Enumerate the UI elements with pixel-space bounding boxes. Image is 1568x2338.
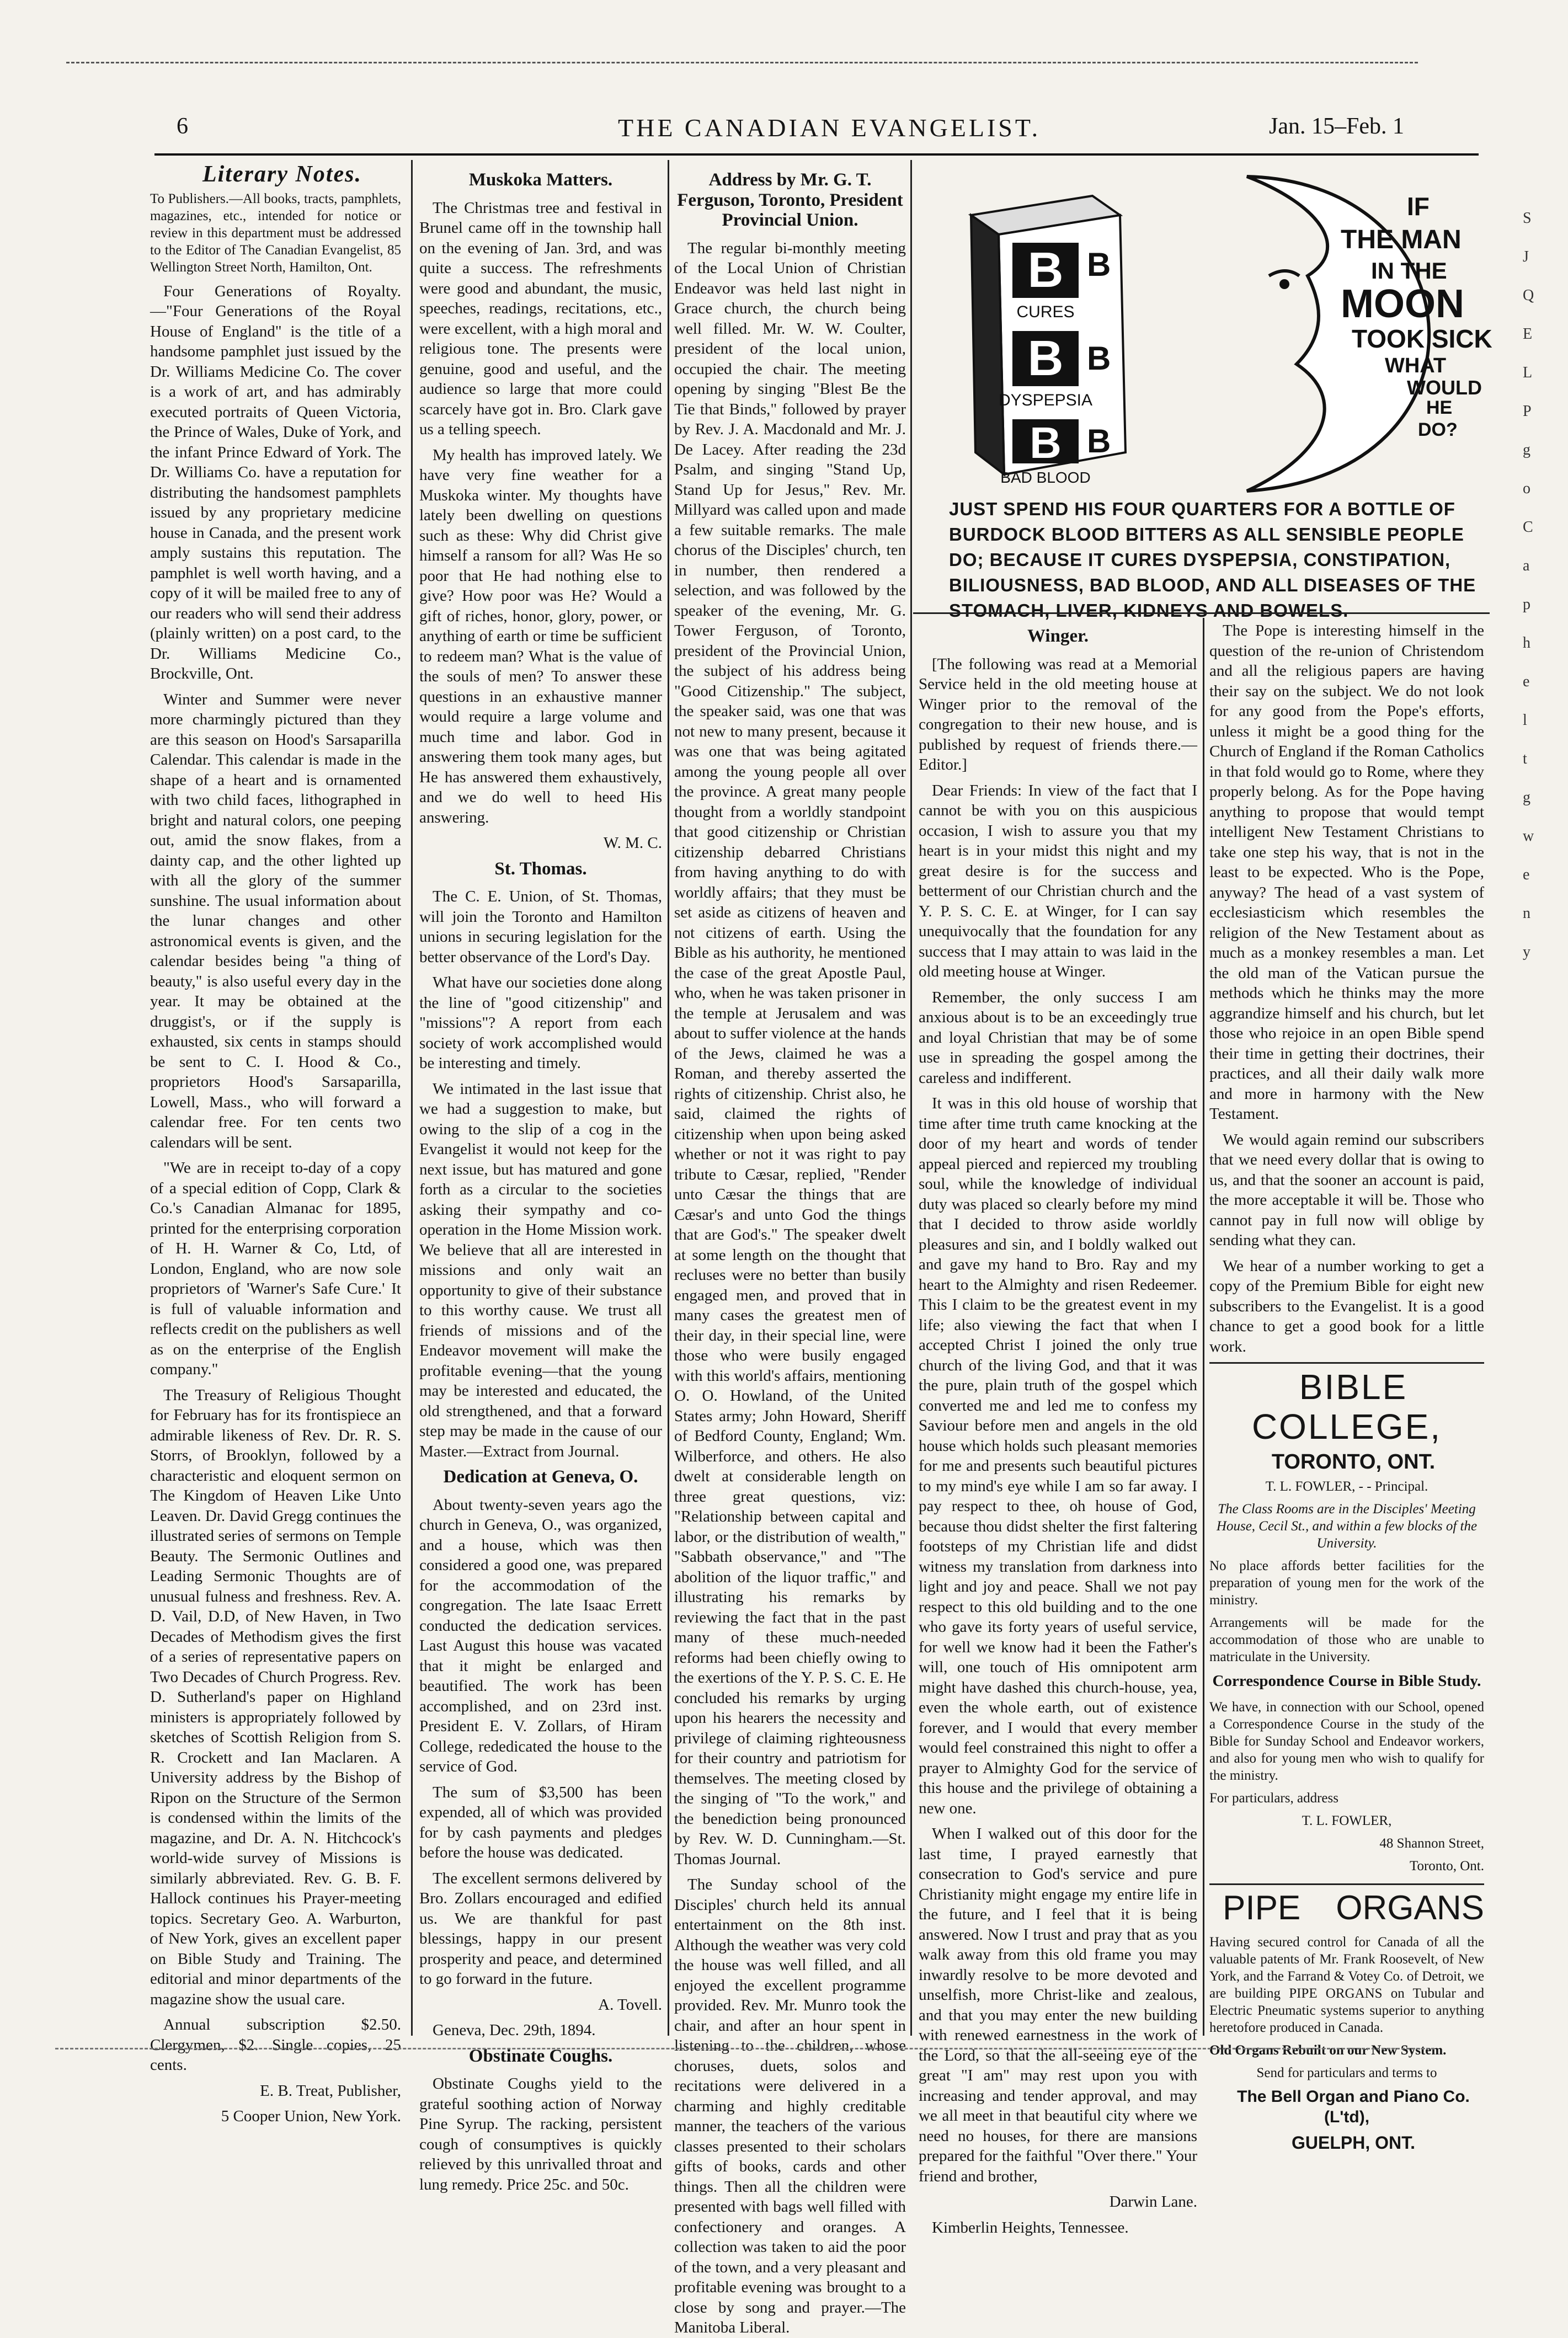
bottle-label-dyspepsia: DYSPEPSIA xyxy=(998,391,1093,409)
margin-glyph: g xyxy=(1523,789,1530,806)
paragraph-premium-bible: We hear of a number working to get a copy of the Premium Bible for eight new subscribers to the Evangelist. It is a good chance to get a good book for a little work. xyxy=(1209,1257,1484,1355)
paragraph-pope: The Pope is interesting himself in the question of the re-union of Christendom and all the religious papers are having their say on the subject. We do not look for any good from the Pope's efforts, unless it might be a good thing for the Church of England if the Roman Catholics in that fold would go to Rome, where they properly belong. As for the Pope having anything to propose that would tempt intelligent New Testament Christians to take one step his way, that is not in the least to be expected. Who is the Pope, anyway? The head of a vast system of ecclesiasticism which resembles the religion of the New Testament about as much as a monkey resembles a man. Let the old man of the Vatican pursue the methods which he thinks may the more aggrandize himself and his church, but let those who rejoice in an open Bible spend their time in getting their doctrines, their practices, and all their daily walk more and more in harmony with the New Testament. xyxy=(1209,622,1484,1123)
page-number: 6 xyxy=(177,114,188,139)
subscription-info: Annual subscription $2.50. Clergymen, $2. Single copies, 25 cents. xyxy=(150,2016,401,2074)
moon-line: WOULD xyxy=(1407,376,1482,399)
column-literary-notes xyxy=(150,162,401,2125)
column-muskoka xyxy=(419,164,662,2193)
svg-text:B: B xyxy=(1087,246,1111,283)
header-rule xyxy=(154,153,1479,156)
ad-bottom-rule xyxy=(913,612,1490,614)
ad-pipe-organs xyxy=(1209,1888,1484,2153)
bible-college-text: No place affords better facilities for the preparation of young men for the work of the ministry. xyxy=(1209,1558,1484,1608)
section-heading-literary-notes: Literary Notes. xyxy=(202,162,362,187)
margin-glyph: a xyxy=(1523,557,1530,574)
issue-date: Jan. 15–Feb. 1 xyxy=(1269,114,1404,139)
margin-glyph: Q xyxy=(1523,287,1534,304)
paragraph-subscribers: We would again remind our subscribers that we need every dollar that is owing to us, and that the sooner an account is paid, the more acceptable it will be. Those who cannot pay in full now will oblige by sending what they can. xyxy=(1209,1130,1484,1249)
paragraph: The excellent sermons delivered by Bro. Zollars encouraged and edified us. We are thankful for past blessings, happy in our present prosperity and peace, and determined to go forward in the future. xyxy=(419,1869,662,1988)
svg-text:B: B xyxy=(1087,423,1111,460)
article-canadian-almanac: "We are in receipt to-day of a copy of a special edition of Copp, Clark & Co.'s Canadian Almanac for 1895, printed for the enterprising corporation of H. H. Warner & Co, Ltd, of London, England, who are now sole proprietors of 'Warner's Safe Cure.' It is full of valuable information and reflects credit on the publishers as well as on the enterprise of the English company." xyxy=(150,1159,401,1378)
signature-location: Kimberlin Heights, Tennessee. xyxy=(932,2218,1129,2236)
bible-college-title: BIBLE COLLEGE, xyxy=(1251,1367,1442,1446)
bottle-label-cures: CURES xyxy=(1016,303,1075,321)
ad-caption: JUST SPEND HIS FOUR QUARTERS FOR A BOTTLE OF BURDOCK BLOOD BITTERS AS ALL SENSIBLE PEOPLE DO; BECAUSE IT CURES DYSPEPSIA, CONSTIPATION, BILIOUSNESS, BAD BLOOD, AND ALL DISEASES OF THE STOMACH, LIVER, KIDNEYS AND BOWELS. xyxy=(949,499,1476,621)
moon-line: DO? xyxy=(1418,419,1458,440)
pipe-word: PIPE xyxy=(1223,1889,1301,1927)
paragraph: My health has improved lately. We have very fine weather for a Muskoka winter. My thoughts have lately been dwelling on questions such as these: Why did Christ give himself a ransom for all? Was He so poor that He had nothing else to give? How poor was He? Would a gift of riches, honor, glory, power, or anything of earth or time be sufficient to redeem man? What is the value of the souls of men? To answer these questions in an exhaustive manner would require a large volume and much time and labor. God in answering them took many ages, but He has answered them exhaustively, and we do well to heed His answering. xyxy=(419,446,662,826)
contact-city: Toronto, Ont. xyxy=(1409,1859,1484,1873)
svg-text:B: B xyxy=(1027,243,1064,298)
paragraph: It was in this old house of worship that time after time truth came knocking at the door of my heart and words of tender appeal pierced and repierced my troubling soul, while the knowledge of individual duty was placed so clearly before my mind that I decided to throw aside worldly pleasures and sin, and I boldly walked out and gave my hand to Bro. Ray and my heart to the Almighty and risen Redeemer. This I claim to be the greatest event in my life; also viewing the fact that when I accepted Christ I joined the only true church of the living God, and that it was the pure, plain truth of the gospel which converted me and led me to confess my Saviour before men and angels in the old house which holds such pleasant memories for me and presents such beautiful pictures to my mind's eye while I am so far away. I pay respect to thee, oh house of God, because thou didst shelter the first faltering footsteps of my Christian life and didst witness my translation from darkness into light and joy and peace. Shall we not pay respect to this old building and to the one who gave its forty years of useful service, for well we know had it been the Father's will, one touch of His omnipotent arm might have dashed this church-house, yea, even the whole earth, out of existence forever, and I would that every member would feel constrained this night to offer a prayer to Almighty God for the service of this house and the privilege of obtaining a new one. xyxy=(919,1095,1197,1817)
column-winger xyxy=(919,621,1197,2236)
correspondence-course-title: Correspondence Course in Bible Study. xyxy=(1212,1672,1481,1690)
margin-glyph: L xyxy=(1523,364,1533,381)
margin-glyph: p xyxy=(1523,596,1530,613)
bible-college-note: The Class Rooms are in the Disciples' Meeting House, Cecil St., and within a few blocks of the University. xyxy=(1216,1501,1478,1551)
correspondence-course-text: For particulars, address xyxy=(1209,1791,1338,1806)
paragraph: The regular bi-monthly meeting of the Local Union of Christian Endeavor was held last night in Grace church, the church being well filled. Mr. W. W. Coulter, president of the local union, occupied the chair. The meeting opening by singing "Blest Be the Tie that Binds," followed by prayer by Rev. J. A. Macdonald and Mr. J. De Lacey. After reading the 23d Psalm, and singing "Stand Up, Stand Up for Jesus," Rev. Mr. Millyard was called upon and made a few suitable remarks. The male chorus of the Disciples' church, ten in number, then rendered a selection, and was followed by the speaker of the evening, Mr. G. Tower Ferguson, of Toronto, president of the Provincial Union, the subject of his address being "Good Citizenship." The subject, the speaker said, was one that was not new to many present, because it was one that was being agitated among the young people all over the province. A great many people thought from a worldly standpoint that good citizenship or Christian citizenship debarred Christians from having anything to do with worldly affairs; that they must be set aside as citizens of heaven and not citizens of earth. Using the Bible as his authority, he mentioned the case of the great Apostle Paul, who, when he was taken prisoner in the temple at Jerusalem and was about to suffer violence at the hands of the Jews, claimed he was a Roman, and thereby asserted the rights of citizenship. Christ also, he said, claimed the rights of citizenship when upon being asked whether or not it was right to pay tribute to Cæsar, replied, "Render unto Cæsar the things that are Cæsar's and unto God the things that are God's." The speaker dwelt at some length on the thought that recluses were no better than busily engaged men, and proved that in many cases the greatest men of their day, in their special line, were those who were busily engaged with this world's affairs, mentioning O. O. Howland, of the United States army; John Howard, Sheriff of Bedford County, England; Wm. Wilberforce, and others. He also dwelt at considerable length on three great questions, viz: "Relationship between capital and labor, or the distribution of wealth," "Sabbath observance," and "The abolition of the liquor traffic," and illustrating his remarks by reviewing the fact that in the past many of these much-needed reforms had been chiefly owing to the exertions of the Y. P. S. C. E. He concluded his remarks by urging upon his hearers the necessity and privilege of claiming righteousness for their country and patriotism for themselves. The meeting closed by the singing of "To the work," and the benediction being pronounced by Rev. W. D. Cunningham.—St. Thomas Journal. xyxy=(674,239,906,1868)
dateline: Geneva, Dec. 29th, 1894. xyxy=(433,2021,596,2039)
publisher-address: 5 Cooper Union, New York. xyxy=(221,2107,401,2125)
organs-word: ORGANS xyxy=(1336,1889,1484,1927)
paragraph: The sum of $3,500 has been expended, all of which was provided for by cash payments and pledges before the house was dedicated. xyxy=(419,1783,662,1861)
pipe-organs-title xyxy=(1209,1888,1484,1928)
heading-winger: Winger. xyxy=(1027,626,1089,646)
margin-glyph: e xyxy=(1523,673,1530,690)
correspondence-course-text: We have, in connection with our School, opened a Correspondence Course in the study of the Bible for Sunday School and Endeavor workers, and also for young men who wish to qualify for the ministry. xyxy=(1209,1700,1484,1783)
pipe-organs-company: The Bell Organ and Piano Co. (L'td), xyxy=(1237,2088,1470,2126)
pipe-organs-city: GUELPH, ONT. xyxy=(1291,2133,1415,2153)
pipe-organs-text: Having secured control for Canada of all the valuable patents of Mr. Frank Roosevelt, of New York, and the Farrand & Votey Co. of Detroit, we are building PIPE ORGANS on Tubular and Electric Pneumatic systems superior to anything heretofore produced in Canada. xyxy=(1209,1935,1484,2035)
svg-text:B: B xyxy=(1030,418,1062,467)
article-four-generations: Four Generations of Royalty.—"Four Generations of the Royal House of England" is the title of a handsome pamphlet just issued by the Dr. Williams Medicine Co. The cover is a work of art, and has admirably executed portraits of Queen Victoria, the Prince of Wales, Duke of York, and the infant Prince Edward of York. The Dr. Williams Co. have a reputation for distributing the handsomest pamphlets issued by any proprietary medicine house in Canada, and the present work amply sustains this reputation. The pamphlet is well worth having, and a copy of it will be mailed free to any of our readers who will send their address (plainly written) on a post card, to the Dr. Williams Medicine Co., Brockville, Ont. xyxy=(150,282,401,682)
paragraph: The Sunday school of the Disciples' church held its annual entertainment on the 8th inst. Although the weather was very cold the house was well filled, and all enjoyed the excellent programme provided. Rev. Mr. Munro took the chair, and after an hour spent in listening to the children, whose choruses, duets, solos and recitations were delivered in a charming and highly creditable manner, the teachers of the various classes presented to their scholars gifts of books, cards and other things. Then all the children were presented with bags well filled with confectionery and oranges. A collection was taken to aid the poor of the town, and a very pleasant and profitable evening was brought to a close by song and prayer.—The Manitoba Liberal. xyxy=(674,1876,906,2336)
bible-college-text: Arrangements will be made for the accommodation of those who are unable to matriculate in the University. xyxy=(1209,1615,1484,1664)
margin-glyph: o xyxy=(1523,480,1530,497)
moon-line: MOON xyxy=(1341,282,1464,326)
ad-bible-college xyxy=(1209,1362,1484,1885)
svg-text:B: B xyxy=(1087,340,1111,377)
editor-intro: [The following was read at a Memorial Service held in the old meeting house at Winger prior to the removal of the congregation to their new house, and is published by request of friends there.—Editor.] xyxy=(919,655,1197,773)
moon-line: WHAT xyxy=(1385,354,1447,377)
article-winter-summer: Winter and Summer were never more charmingly pictured than they are this season on Hood's Sarsaparilla Calendar. This calendar is made in the shape of a heart and is ornamented with two child faces, lithographed in bright and natural colors, one peeping out, amid the snow flakes, from a dainty cap, and the other lighted up with all the glory of the summer sunshine. The usual information about the lunar changes and other astronomical events is given, and the calendar besides being "a thing of beauty," is also useful every day in the year. It may be obtained at the druggist's, or if the supply is exhausted, six cents in stamps should be sent to C. I. Hood & Co., proprietors Hood's Sarsaparilla, Lowell, Mass., who will forward a calendar free. For ten cents two calendars will be sent. xyxy=(150,690,401,1151)
heading-st-thomas: St. Thomas. xyxy=(494,858,587,879)
signature: Darwin Lane. xyxy=(1109,2193,1197,2211)
bottle-illustration xyxy=(971,196,1126,486)
pipe-organs-rebuilt: Old Organs Rebuilt on our New System. xyxy=(1209,2043,1447,2058)
newspaper-title: THE CANADIAN EVANGELIST. xyxy=(618,114,1041,142)
paragraph: When I walked out of this door for the last time, I prayed earnestly that consecration to God's service and pure Christianity might engage my entire life in the future, and I feel that it is being answered. Now I trust and pray that as you walk away from this old frame you may inwardly resolve to be more devoted and unselfish, more Christ-like and zealous, and that you may enter the new building with renewed earnestness in the work of the Lord, so that the all-seeing eye of the great "I am" may rest upon you with increasing and tender approval, and may we all meet in that beautiful city where we need no houses, for there are mansions prepared for the faithful "Over there." Your friend and brother, xyxy=(919,1825,1197,2185)
paragraph: The C. E. Union, of St. Thomas, will join the Toronto and Hamilton unions in securing legislation for the better observance of the Lord's Day. xyxy=(419,888,662,966)
margin-glyph: P xyxy=(1523,403,1532,420)
column-divider xyxy=(1203,618,1204,2036)
page-header xyxy=(177,113,1407,152)
contact-street: 48 Shannon Street, xyxy=(1379,1836,1484,1851)
margin-glyph: w xyxy=(1523,828,1534,845)
margin-glyph: h xyxy=(1523,634,1530,652)
margin-glyph: e xyxy=(1523,866,1530,883)
moon-line: IF xyxy=(1407,192,1430,221)
svg-text:B: B xyxy=(1027,331,1064,386)
column-divider xyxy=(411,160,413,2036)
signature: W. M. C. xyxy=(603,834,662,852)
contact-name: T. L. FOWLER, xyxy=(1302,1813,1392,1828)
heading-ferguson-address: Address by Mr. G. T. Ferguson, Toronto, President Provincial Union. xyxy=(677,170,903,230)
publishers-notice: To Publishers.—All books, tracts, pamphlets, magazines, etc., intended for notice or review in this department must be addressed to the Editor of The Canadian Evangelist, 85 Wellington Street North, Hamilton, Ont. xyxy=(150,191,401,275)
margin-glyph: C xyxy=(1523,519,1533,536)
bottle-label-bad-blood: BAD BLOOD xyxy=(1000,469,1091,486)
article-treasury-religious-thought: The Treasury of Religious Thought for February has for its frontispiece an admirable likeness of Rev. Dr. R. S. Storrs, of Brooklyn, followed by a characteristic and eloquent sermon on The Kingdom of Heaven Like Unto Leaven. Dr. David Gregg continues the illustrated series of sermons on Temple Beauty. The Sermonic Outlines and Leading Sermonic Thoughts are of unusual fulness and freshness. Rev. A. D. Vail, D.D, of New Haven, in Two Decades of Methodism gives the first of a series of representative papers on Two Decades of Church Progress. Rev. D. Sutherland's paper on Highland ministers is appropriately followed by sketches of Scottish Religion from S. R. Crockett and Ian Maclaren. A University address by the Bishop of Ripon on the Structure of the Sermon is condensed within the limits of the magazine, and Dr. A. N. Hitchcock's world-wide survey of Missions is similarly abbreviated. Rev. G. B. F. Hallock continues his Prayer-meeting topics. Secretary Geo. A. Warburton, of New York, gives an excellent paper on Bible Study and Training. The editorial and minor departments of the magazine show the usual care. xyxy=(150,1386,401,2008)
margin-glyph: t xyxy=(1523,750,1527,767)
margin-glyph: y xyxy=(1523,943,1530,960)
advertisement-burdock-blood-bitters xyxy=(910,166,1492,621)
column-editorial-ads xyxy=(1209,621,1484,2153)
pipe-organs-send: Send for particulars and terms to xyxy=(1256,2065,1437,2080)
top-border xyxy=(66,62,1418,63)
margin-glyph: g xyxy=(1523,441,1530,458)
moon-line: HE xyxy=(1426,397,1453,418)
heading-muskoka-matters: Muskoka Matters. xyxy=(468,170,613,190)
margin-glyph: n xyxy=(1523,905,1530,922)
moon-line: IN THE xyxy=(1371,258,1447,284)
column-ferguson-address xyxy=(674,164,906,2336)
bottom-border xyxy=(55,2048,1434,2049)
signature: A. Tovell. xyxy=(598,1995,662,2014)
paragraph: We intimated in the last issue that we had a suggestion to make, but owing to the slip of a cog in the Evangelist it would not keep for the next issue, but has matured and gone forth as a circular to the societies asking their sympathy and co-operation in the Home Mission work. We believe that all are interested in missions and only wait an opportunity to give of their substance to this worthy cause. We trust all friends of missions and of the Endeavor movement will make the profitable evening—that the young may be interested and educated, the old strengthened, and that a forward step may be made in the cause of our Master.—Extract from Journal. xyxy=(419,1080,662,1460)
paragraph: About twenty-seven years ago the church in Geneva, O., was organized, and a house, which was then considered a good one, was prepared for the accommodation of the congregation. The late Isaac Errett conducted the dedication services. Last August this house was vacated that it might be enlarged and beautified. The work has been accomplished, and on 23rd inst. President E. V. Zollars, of Hiram College, rededicated the house to the service of God. xyxy=(419,1496,662,1775)
paragraph: Remember, the only success I am anxious about is to be an exceedingly true and loyal Christian that may be of some use in spreading the gospel among the careless and indifferent. xyxy=(919,988,1197,1087)
margin-glyph: J xyxy=(1523,248,1529,265)
paragraph: Dear Friends: In view of the fact that I cannot be with you on this auspicious occasion, I wish to assure you that my heart is in your midst this night and my great desire is for the success and betterment of our Christian church and the Y. P. S. C. E. at Winger, for I can say unequivocally that the foundation for any success that I may attain to was laid in the old meeting house at Winger. xyxy=(919,781,1197,980)
paragraph: What have our societies done along the line of "good citizenship" and "missions"? A report from each society of work accomplished would be interesting and timely. xyxy=(419,974,662,1072)
moon-line: THE MAN xyxy=(1341,225,1462,254)
margin-glyph: E xyxy=(1523,325,1533,343)
moon-line: TOOK SICK xyxy=(1352,324,1492,353)
heading-dedication-geneva: Dedication at Geneva, O. xyxy=(443,1467,638,1487)
margin-glyph: l xyxy=(1523,712,1527,729)
paragraph: The Christmas tree and festival in Brunel came off in the township hall on the evening of Jan. 3rd, and was quite a success. The refreshments were good and abundant, the music, speeches, readings, recitations, etc., were excellent, with a high moral and religious tone. The presents were genuine, good and useful, and the audience so large that more could scarcely have got in. Bro. Clark gave us a telling speech. xyxy=(419,199,662,438)
margin-glyph: S xyxy=(1523,210,1532,227)
paragraph: Obstinate Coughs yield to the grateful soothing action of Norway Pine Syrup. The racking, persistent cough of consumptives is quickly relieved by this unrivalled throat and lung remedy. Price 25c. and 50c. xyxy=(419,2075,662,2193)
heading-obstinate-coughs: Obstinate Coughs. xyxy=(468,2046,613,2066)
column-divider xyxy=(668,160,669,2036)
bible-college-city: TORONTO, ONT. xyxy=(1271,1450,1436,1474)
bible-college-principal: T. L. FOWLER, - - Principal. xyxy=(1265,1478,1428,1494)
publisher-signature: E. B. Treat, Publisher, xyxy=(260,2081,401,2100)
right-margin-bleed-text xyxy=(1523,210,1545,1754)
ad-illustration xyxy=(910,166,1492,497)
